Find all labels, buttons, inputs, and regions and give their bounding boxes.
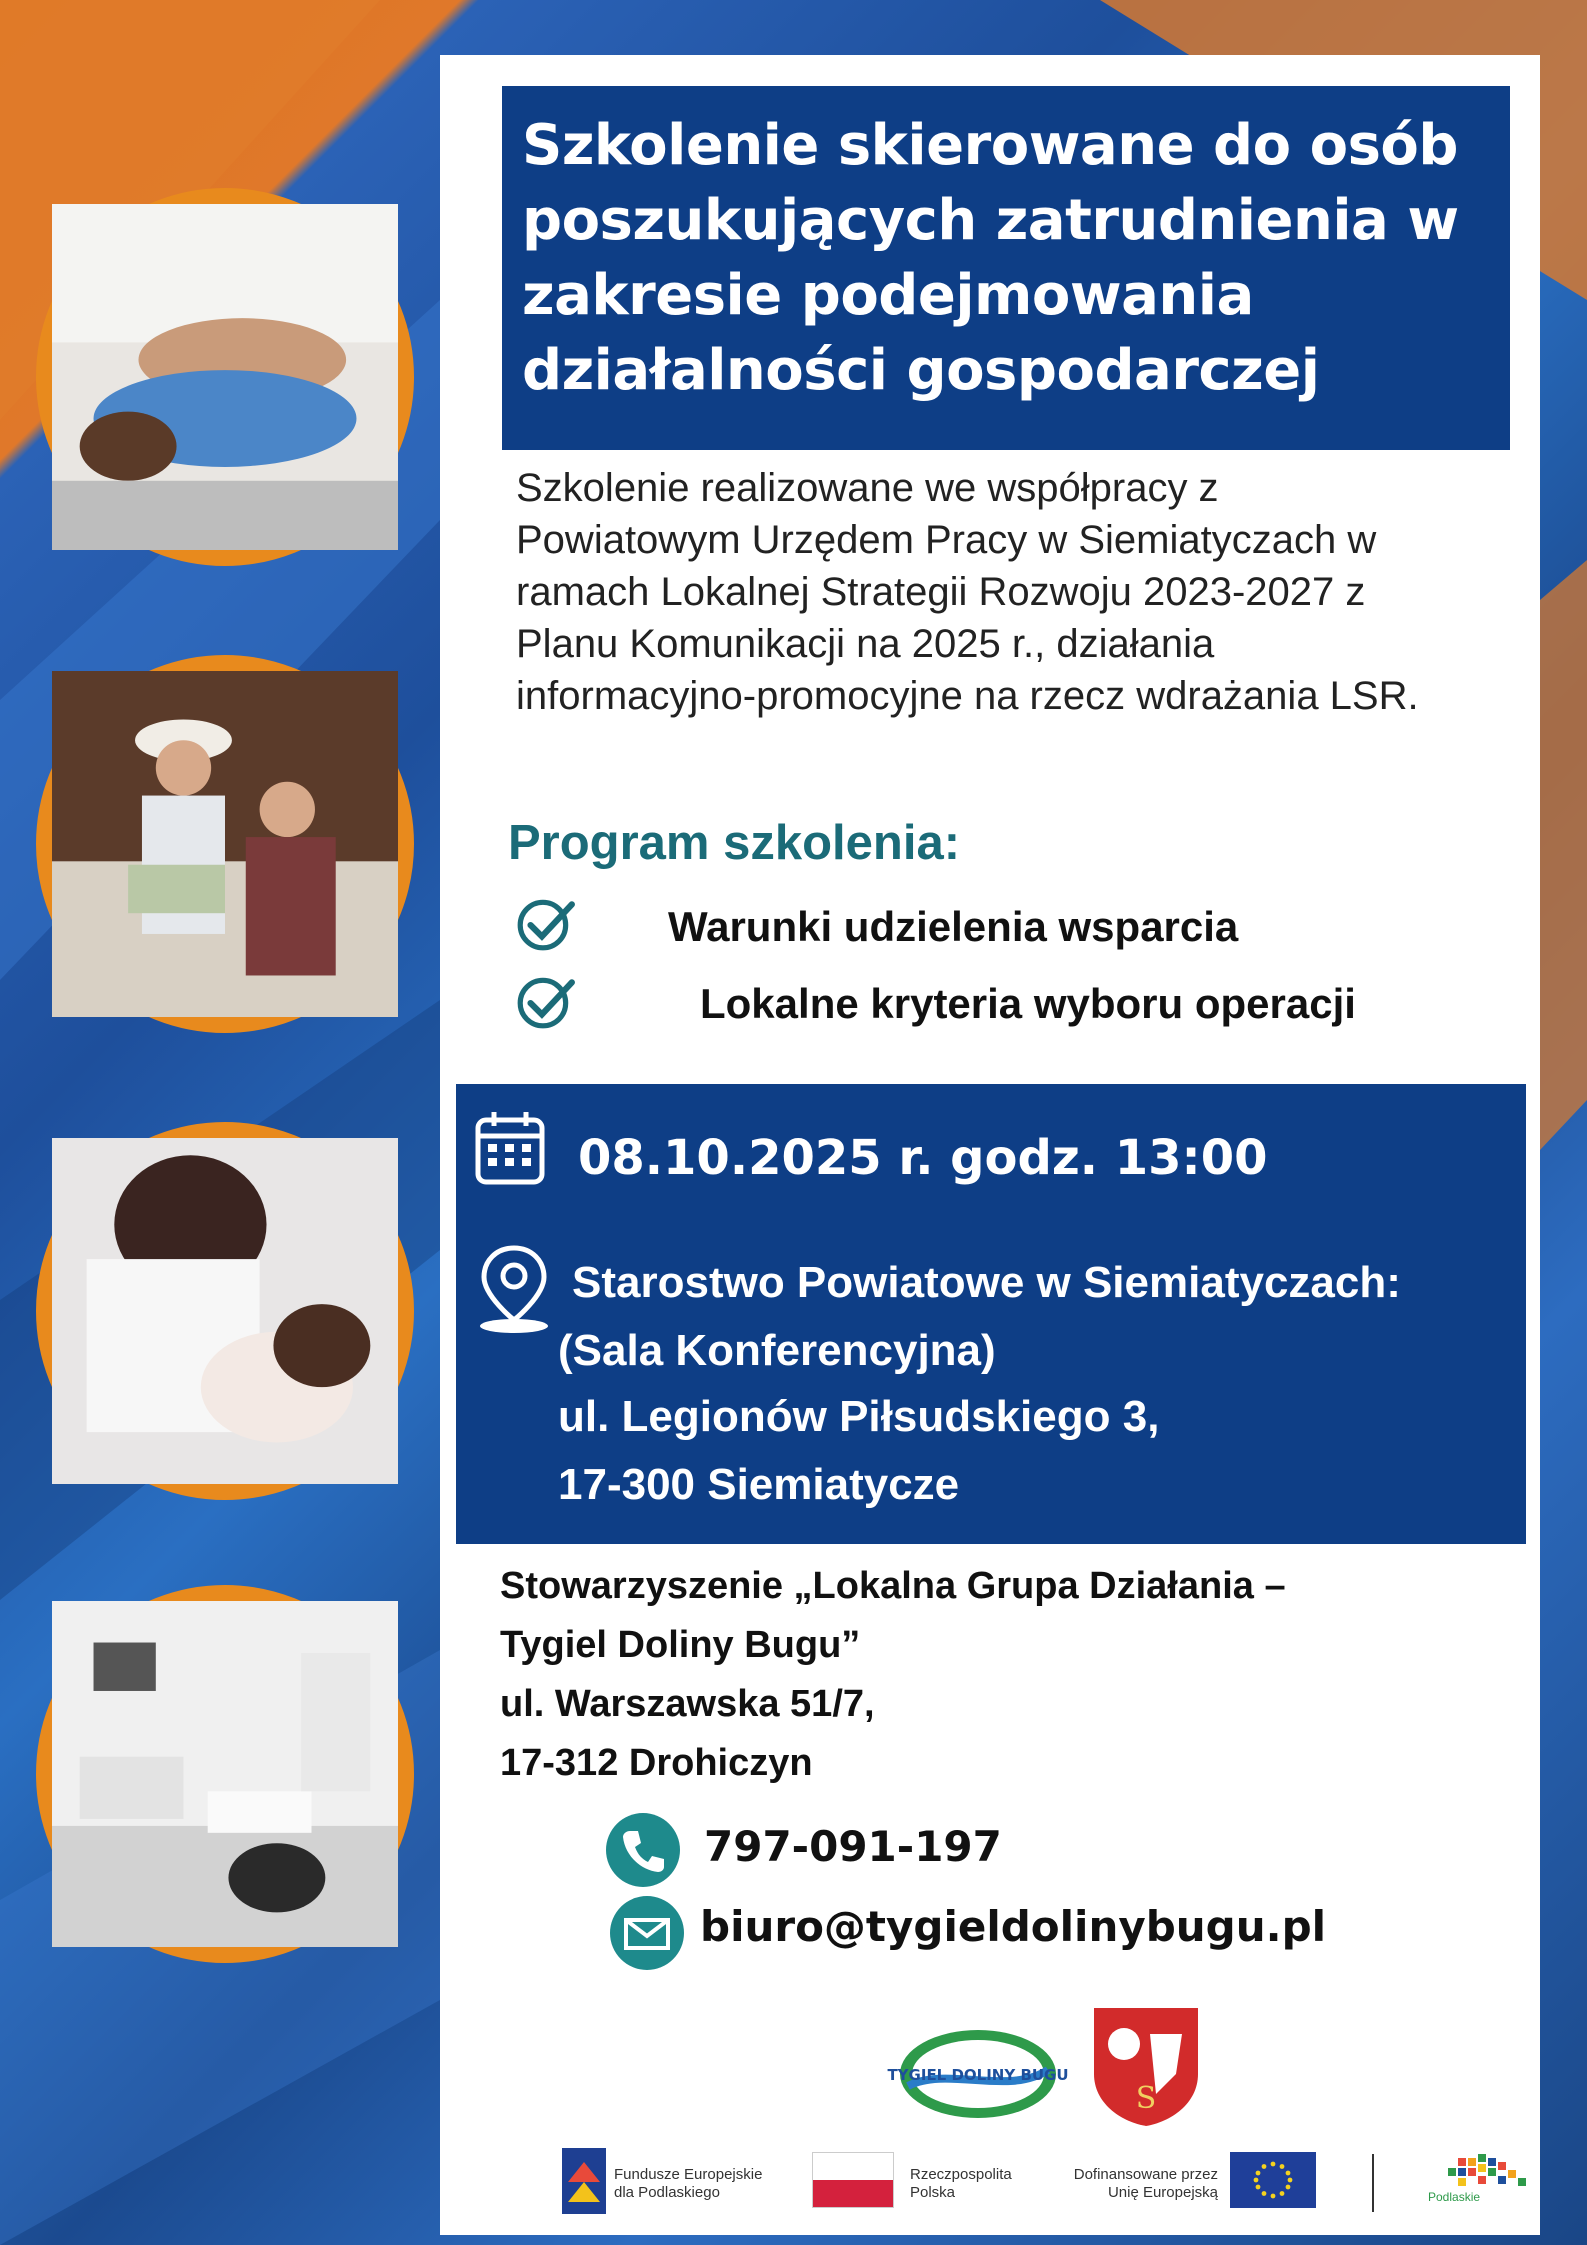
footer-divider [1372, 2154, 1374, 2212]
photo-tourists [36, 655, 414, 1033]
check-icon [514, 970, 576, 1032]
photo-cosmetics [36, 1122, 414, 1500]
rp-logo-line: Polska [910, 2184, 956, 2201]
check-icon [514, 892, 576, 954]
fe-podlaskie-logo [562, 2148, 606, 2214]
event-date: 08.10.2025 r. godz. 13:00 [578, 1130, 1268, 1186]
program-item: Warunki udzielenia wsparcia [668, 903, 1239, 950]
title-line: poszukujących zatrudnienia w [522, 188, 1459, 253]
poland-flag-logo [812, 2152, 894, 2208]
organizer-line: 17-312 Drohiczyn [500, 1742, 813, 1784]
eu-logo-text [1060, 2166, 1218, 2202]
lgd-logo [887, 2026, 1069, 2122]
podlaskie-logo [1428, 2150, 1538, 2216]
intro-text [516, 462, 1536, 722]
organizer-line: Stowarzyszenie „Lokalna Grupa Działania – [500, 1565, 1286, 1607]
organizer-line: Tygiel Doliny Bugu” [500, 1624, 861, 1666]
eu-flag-logo [1230, 2152, 1316, 2208]
event-location-line: (Sala Konferencyjna) [558, 1326, 996, 1375]
coat-of-arms-logo [1090, 2004, 1202, 2128]
eu-logo-line: Dofinansowane przez [1073, 2166, 1218, 2183]
phone-number[interactable]: 797-091-197 [704, 1822, 1002, 1871]
event-location-line: Starostwo Powiatowe w Siemiatyczach: [572, 1258, 1401, 1307]
fe-logo-line: dla Podlaskiego [614, 2184, 720, 2201]
title-line: zakresie podejmowania [522, 263, 1254, 328]
intro-line: Szkolenie realizowane we współpracy z [516, 466, 1219, 510]
organizer-line: ul. Warszawska 51/7, [500, 1683, 875, 1725]
intro-line: Planu Komunikacji na 2025 r., działania [516, 622, 1215, 666]
fe-logo-text [614, 2166, 762, 2202]
rp-logo-text [910, 2166, 1012, 2202]
title-line: działalności gospodarczej [522, 338, 1320, 403]
event-location-line: ul. Legionów Piłsudskiego 3, [558, 1392, 1160, 1441]
photo-salon [36, 1585, 414, 1963]
calendar-icon [474, 1110, 546, 1186]
title-box [502, 86, 1510, 450]
eu-logo-line: Unię Europejską [1107, 2184, 1218, 2201]
email-icon [610, 1896, 684, 1970]
email-address[interactable]: biuro@tygieldolinybugu.pl [700, 1902, 1327, 1951]
intro-line: informacyjno-promocyjne na rzecz wdrażania LSR. [516, 674, 1419, 718]
title-line: Szkolenie skierowane do osób [522, 113, 1458, 178]
fe-logo-line: Fundusze Europejskie [614, 2166, 763, 2183]
rp-logo-line: Rzeczpospolita [910, 2166, 1012, 2183]
svg-text:S: S [1135, 2081, 1157, 2116]
lgd-logo-text: TYGIEL DOLINY BUGU [887, 2066, 1069, 2084]
location-pin-icon [476, 1244, 552, 1336]
phone-icon [606, 1813, 680, 1887]
program-heading: Program szkolenia: [508, 816, 961, 870]
program-item: Lokalne kryteria wyboru operacji [700, 980, 1356, 1027]
intro-line: Powiatowym Urzędem Pracy w Siemiatyczach w [516, 518, 1377, 562]
event-location-line: 17-300 Siemiatycze [558, 1460, 960, 1509]
intro-line: ramach Lokalnej Strategii Rozwoju 2023-2027 z [516, 570, 1366, 614]
photo-massage [36, 188, 414, 566]
podlaskie-logo-text: Podlaskie [1428, 2190, 1481, 2204]
